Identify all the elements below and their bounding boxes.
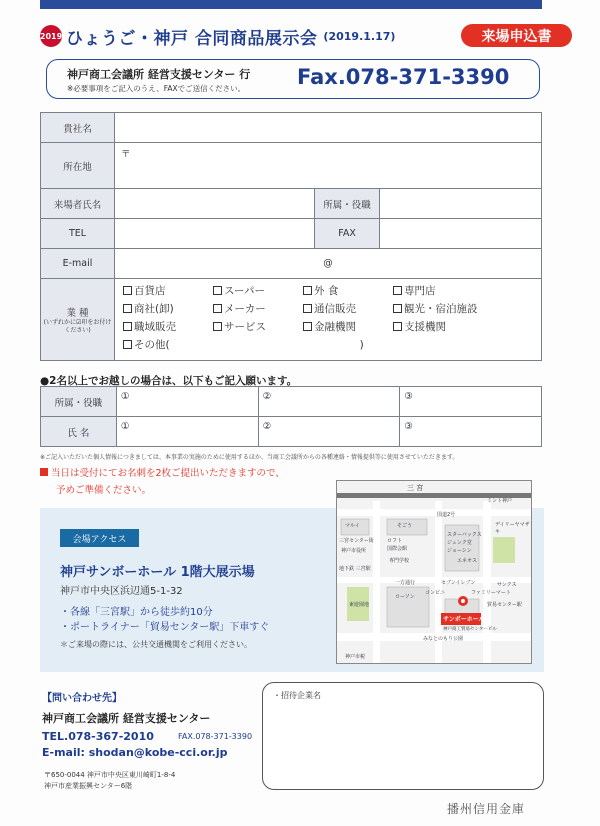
industry-options — [115, 279, 542, 361]
map-label: 三 宮 — [407, 484, 424, 492]
venue-map — [336, 480, 532, 664]
map-label: みなとのもり公園 — [423, 636, 464, 642]
notice-line-1: 当日は受付にてお名刺を2枚ご提出いただきますので、 — [51, 468, 285, 479]
notice-line-2: 予めご準備ください。 — [56, 485, 152, 496]
page-title: ひょうご・神戸 合同商品展示会 — [66, 28, 318, 49]
map-label: ロフト — [387, 538, 403, 544]
map-label: ファミリーマート — [471, 590, 511, 596]
invited-company-box[interactable] — [262, 682, 544, 790]
multi-attendee-title: ●2名以上でお越しの場合は、以下もご記入願います。 — [40, 375, 298, 387]
industry-option-other[interactable] — [123, 337, 533, 352]
email-label: E-mail — [41, 249, 115, 279]
event-date: (2019.1.17) — [323, 29, 396, 43]
industry-option[interactable] — [393, 283, 533, 298]
invited-company-label: ・招待企業名 — [273, 691, 321, 700]
visitor-name-field[interactable] — [115, 189, 315, 219]
map-label: セブンイレブン — [441, 580, 476, 586]
tel-field[interactable] — [115, 219, 315, 249]
checkbox-icon[interactable] — [123, 322, 132, 331]
map-label: 地下鉄 三宮駅 — [339, 566, 371, 572]
industry-note: (いずれかに☑印をお付けください) — [43, 318, 112, 334]
transit-note: ＊ご来場の際には、公共交通機関をご利用ください。 — [60, 640, 252, 649]
industry-option-label: メーカー — [224, 303, 266, 315]
map-label: 一方通行 — [395, 580, 416, 586]
industry-option[interactable] — [303, 301, 393, 316]
bank-stamp: 播州信用金庫 — [447, 802, 526, 816]
address-field[interactable] — [115, 143, 542, 189]
industry-option-label: 金融機関 — [314, 321, 356, 333]
map-label: ミント神戸 — [487, 498, 513, 504]
multi-name-field[interactable] — [258, 417, 400, 447]
multi-name-label: 氏 名 — [41, 417, 117, 447]
checkbox-icon[interactable] — [303, 322, 312, 331]
application-form-badge: 来場申込書 — [461, 24, 572, 47]
industry-option-label: 観光・宿泊施設 — [404, 303, 478, 315]
fax-field[interactable] — [379, 219, 541, 249]
industry-label: 業 種 — [66, 307, 89, 319]
multi-dept-field[interactable] — [116, 387, 258, 417]
fax-label: FAX — [315, 219, 379, 249]
privacy-note: ※ご記入いただいた個人情報につきましては、本事業の実施のために使用するほか、当商工会議所からの各種連絡・情報提供等に使用させていただきます。 — [40, 454, 459, 461]
industry-option[interactable] — [213, 319, 303, 334]
access-badge: 会場アクセス — [60, 529, 139, 547]
map-label: 国道2号 — [437, 512, 456, 518]
multi-name-field[interactable] — [400, 417, 542, 447]
route-1: ・各線「三宮駅」から徒歩約10分 — [60, 607, 213, 618]
registration-form — [40, 112, 542, 361]
checkbox-icon[interactable] — [393, 322, 402, 331]
map-label: 貿易センター駅 — [487, 602, 522, 608]
checkbox-icon[interactable] — [393, 286, 402, 295]
number-1: ① — [120, 391, 130, 402]
industry-option[interactable] — [213, 301, 303, 316]
venue-address: 神戸市中央区浜辺通5-1-32 — [60, 586, 183, 597]
postal-mark: 〒 — [121, 149, 131, 160]
industry-option-label: 職域販売 — [134, 321, 176, 333]
industry-option[interactable] — [303, 319, 393, 334]
checkbox-icon[interactable] — [123, 304, 132, 313]
map-label: デイリーヤマザキ — [495, 522, 530, 535]
map-label: 神戸市役所 — [341, 548, 367, 554]
park-block — [493, 537, 515, 563]
industry-option-label: 通信販売 — [314, 303, 356, 315]
checkbox-icon[interactable] — [303, 304, 312, 313]
checkbox-icon[interactable] — [393, 304, 402, 313]
multi-dept-field[interactable] — [400, 387, 542, 417]
industry-option[interactable] — [393, 301, 533, 316]
number-3: ③ — [404, 391, 413, 402]
contact-email[interactable]: E-mail: shodan@kobe-cci.or.jp — [42, 746, 228, 759]
document-header — [39, 24, 552, 49]
venue-name: 神戸サンボーホール 1階大展示場 — [60, 565, 255, 580]
contact-heading: 【問い合わせ先】 — [42, 693, 122, 704]
industry-option-label: 専門店 — [404, 285, 436, 297]
industry-option[interactable] — [123, 319, 213, 334]
fax-instruction: ※必要事項をご記入のうえ、FAXでご送信ください。 — [67, 84, 246, 93]
map-label: 神戸市税 — [345, 654, 366, 660]
company-field[interactable] — [115, 113, 542, 143]
route-2: ・ポートライナー「貿易センター駅」下車すぐ — [60, 622, 270, 633]
multi-dept-label: 所属・役職 — [41, 387, 117, 417]
fax-destination-box — [46, 59, 540, 99]
contact-address — [44, 770, 175, 792]
map-label: ジョーシン — [447, 548, 472, 554]
map-venue-label: サンボーホール — [443, 616, 485, 623]
industry-option-label: 外 食 — [314, 285, 339, 297]
visitor-name-label: 来場者氏名 — [41, 189, 115, 219]
checkbox-icon[interactable] — [303, 286, 312, 295]
map-label: 神戸商工貿易センタービル — [443, 627, 497, 632]
red-square-icon — [40, 468, 48, 476]
industry-option-other-close: ) — [359, 339, 364, 351]
industry-option-label: 百貨店 — [134, 285, 166, 297]
department-label: 所属・役職 — [315, 189, 379, 219]
map-label: コンビニ — [425, 590, 446, 596]
contact-organization: 神戸商工会議所 経営支援センター — [42, 712, 211, 725]
industry-option[interactable] — [123, 283, 213, 298]
checkbox-icon[interactable] — [213, 286, 222, 295]
map-label: 国際会館 — [387, 546, 408, 552]
map-label: そごう — [397, 523, 413, 529]
industry-option-label: スーパー — [224, 285, 265, 297]
map-label: 専門学校 — [389, 558, 410, 564]
department-field[interactable] — [379, 189, 541, 219]
email-field[interactable] — [115, 249, 542, 279]
multi-attendee-table — [40, 386, 542, 447]
number-2: ② — [262, 421, 272, 432]
number-1: ① — [120, 421, 130, 432]
number-2: ② — [262, 391, 272, 402]
business-card-notice — [40, 465, 285, 499]
fax-number: Fax.078-371-3390 — [297, 65, 510, 89]
industry-options-grid — [123, 283, 533, 334]
industry-option[interactable] — [123, 301, 213, 316]
map-label: マルイ — [345, 523, 360, 529]
number-3: ③ — [404, 421, 413, 432]
map-label: ジュンク堂 — [447, 540, 472, 546]
checkbox-icon[interactable] — [213, 304, 222, 313]
tel-label: TEL — [41, 219, 115, 249]
industry-option[interactable] — [303, 283, 393, 298]
map-label: エネオス — [457, 558, 477, 564]
map-label: スターバックス — [447, 532, 482, 538]
industry-option[interactable] — [213, 283, 303, 298]
industry-option[interactable] — [393, 319, 533, 334]
industry-label-cell — [41, 279, 115, 361]
multi-dept-field[interactable] — [258, 387, 400, 417]
multi-name-field[interactable] — [116, 417, 258, 447]
map-label: サンクス — [497, 582, 517, 588]
industry-option-label: 支援機関 — [404, 321, 446, 333]
map-label: 東遊園地 — [349, 602, 370, 608]
contact-fax: FAX.078-371-3390 — [178, 732, 253, 741]
map-label: ローソン — [395, 594, 415, 600]
year-badge: 2019 — [40, 25, 62, 47]
industry-option-label: 商社(卸) — [134, 303, 174, 315]
contact-tel: TEL.078-367-2010 — [42, 730, 154, 743]
industry-option-label: サービス — [224, 321, 266, 333]
contact-address-line-1: 〒650-0044 神戸市中央区東川崎町1-8-4 — [44, 771, 176, 779]
checkbox-icon[interactable] — [213, 322, 222, 331]
top-accent-bar — [40, 0, 542, 9]
fax-destination: 神戸商工会議所 経営支援センター 行 — [67, 68, 251, 81]
checkbox-icon[interactable] — [123, 340, 132, 349]
industry-option-other-label: その他( — [134, 339, 170, 351]
company-label: 貴社名 — [41, 113, 115, 143]
checkbox-icon[interactable] — [123, 286, 132, 295]
at-mark: @ — [323, 258, 333, 269]
address-label: 所在地 — [41, 143, 115, 189]
map-label: 三宮センター街 — [339, 538, 374, 544]
contact-address-line-2: 神戸市産業振興センター6階 — [44, 782, 133, 790]
